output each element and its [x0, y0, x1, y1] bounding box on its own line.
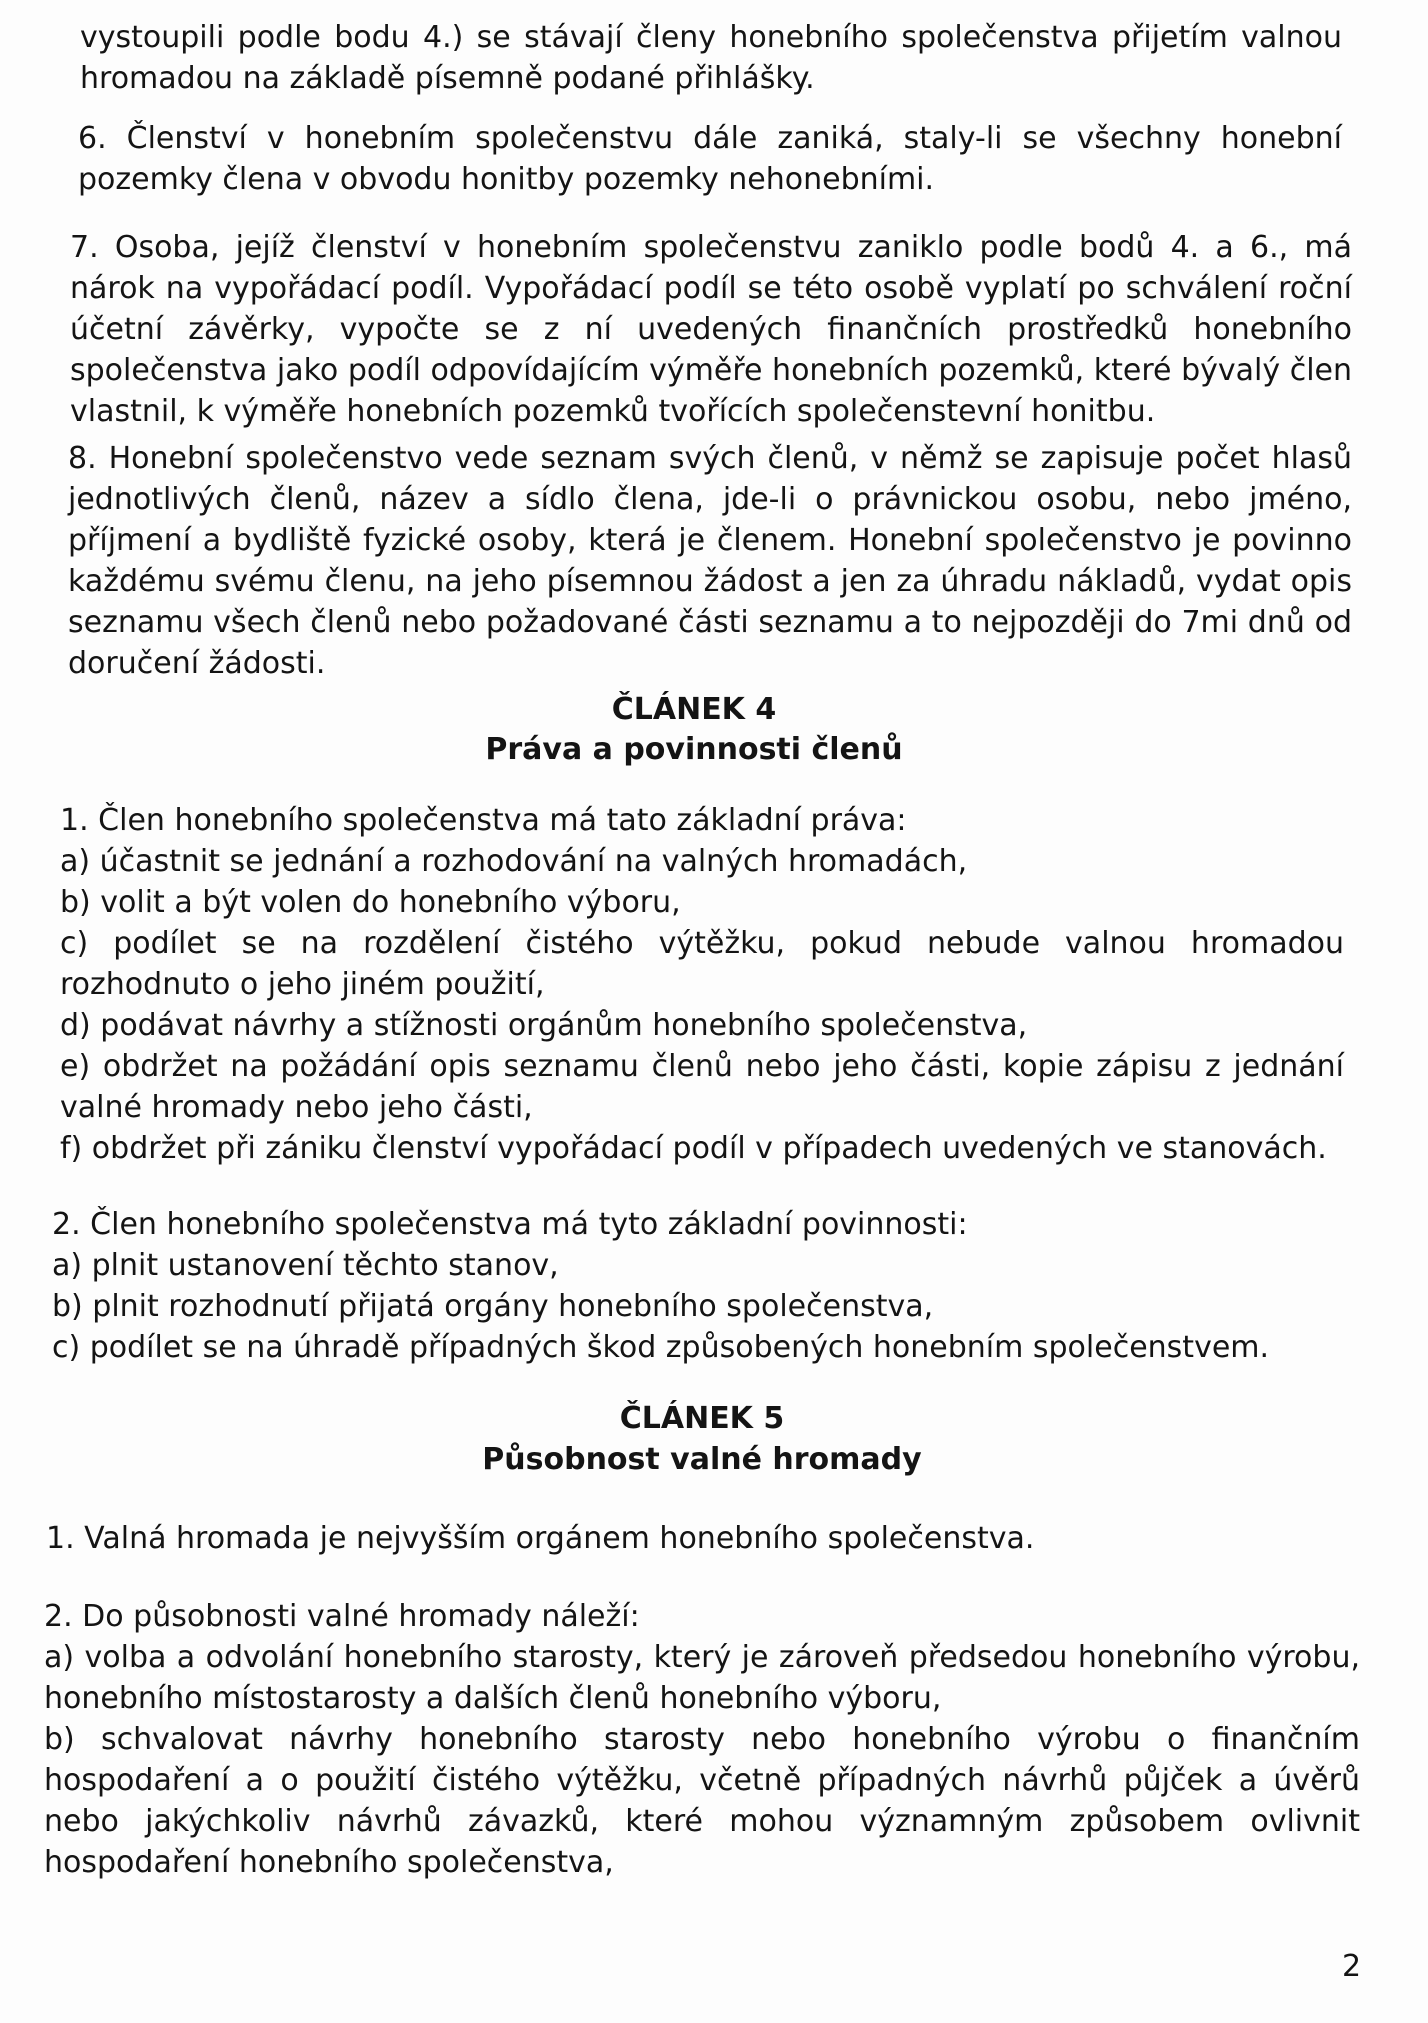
article-4-duties [52, 1204, 1352, 1368]
article-4-title: Práva a povinnosti členů [485, 732, 903, 767]
page-number: 2 [1342, 1949, 1362, 1984]
rights-item-f: f) obdržet při zániku členství vypořádací podíl v případech uvedených ve stanovách. [60, 1131, 1327, 1166]
rights-intro: 1. Člen honebního společenstva má tato základní práva: [60, 803, 907, 838]
article-4-rights [60, 800, 1344, 1169]
rights-item-d: d) podávat návrhy a stížnosti orgánům honebního společenstva, [60, 1008, 1028, 1043]
duties-item-a: a) plnit ustanovení těchto stanov, [52, 1248, 559, 1283]
item2-a: a) volba a odvolání honebního starosty, který je zároveň předsedou honebního výrobu, honebního místostarosty a dalších členů honebního výboru, [44, 1640, 1360, 1716]
article-5-heading: ČLÁNEK 5 [619, 1401, 785, 1436]
paragraph-member-register: 8. Honební společenstvo vede seznam svých členů, v němž se zapisuje počet hlasů jednotlivých členů, název a sídlo člena, jde-li o právnickou osobu, nebo jméno, příjmení a bydliště fyzické osoby, která je členem. Honební společenstvo je povinno každému svému členu, na jeho písemnou žádost a jen za úhradu nákladů, vydat opis seznamu všech členů nebo požadované části seznamu a to nejpozději do 7mi dnů od doručení žádosti. [68, 441, 1352, 681]
paragraph-settlement-share: 7. Osoba, jejíž členství v honebním společenstvu zaniklo podle bodů 4. a 6., má nárok na vypořádací podíl. Vypořádací podíl se této osobě vyplatí po schválení roční účetní závěrky, vypočte se z ní uvedených finančních prostředků honebního společenstva jako podíl odpovídajícím výměře honebních pozemků, které bývalý člen vlastnil, k výměře honebních pozemků tvořících společenstevní honitbu. [70, 230, 1352, 429]
article-5-item-1: 1. Valná hromada je nejvyšším orgánem honebního společenstva. [46, 1521, 1035, 1556]
duties-item-c: c) podílet se na úhradě případných škod způsobených honebním společenstvem. [52, 1330, 1270, 1365]
article-5-title: Působnost valné hromady [482, 1442, 922, 1477]
article-4-heading: ČLÁNEK 4 [611, 692, 777, 727]
item2-intro: 2. Do působnosti valné hromady náleží: [44, 1599, 640, 1634]
rights-item-c: c) podílet se na rozdělení čistého výtěžku, pokud nebude valnou hromadou rozhodnuto o jeho jiném použití, [60, 926, 1344, 1002]
rights-item-b: b) volit a být volen do honebního výboru, [60, 885, 681, 920]
article-5-item-2 [44, 1596, 1360, 1883]
item2-b: b) schvalovat návrhy honebního starosty nebo honebního výrobu o finančním hospodaření a o použití čistého výtěžku, včetně případných návrhů půjček a úvěrů nebo jakýchkoliv návrhů závazků, které mohou významným způsobem ovlivnit hospodaření honebního společenstva, [44, 1722, 1360, 1880]
rights-item-e: e) obdržet na požádání opis seznamu členů nebo jeho části, kopie zápisu z jednání valné hromady nebo jeho části, [60, 1049, 1344, 1125]
duties-intro: 2. Člen honebního společenstva má tyto základní povinnosti: [52, 1207, 968, 1242]
rights-item-a: a) účastnit se jednání a rozhodování na valných hromadách, [60, 844, 968, 879]
duties-item-b: b) plnit rozhodnutí přijatá orgány honebního společenstva, [52, 1289, 934, 1324]
paragraph-membership-termination: 6. Členství v honebním společenstvu dále zaniká, staly-li se všechny honební pozemky člena v obvodu honitby pozemky nehonebními. [78, 121, 1342, 197]
paragraph-membership-admission: vystoupili podle bodu 4.) se stávají členy honebního společenstva přijetím valnou hromadou na základě písemně podané přihlášky. [80, 20, 1342, 96]
